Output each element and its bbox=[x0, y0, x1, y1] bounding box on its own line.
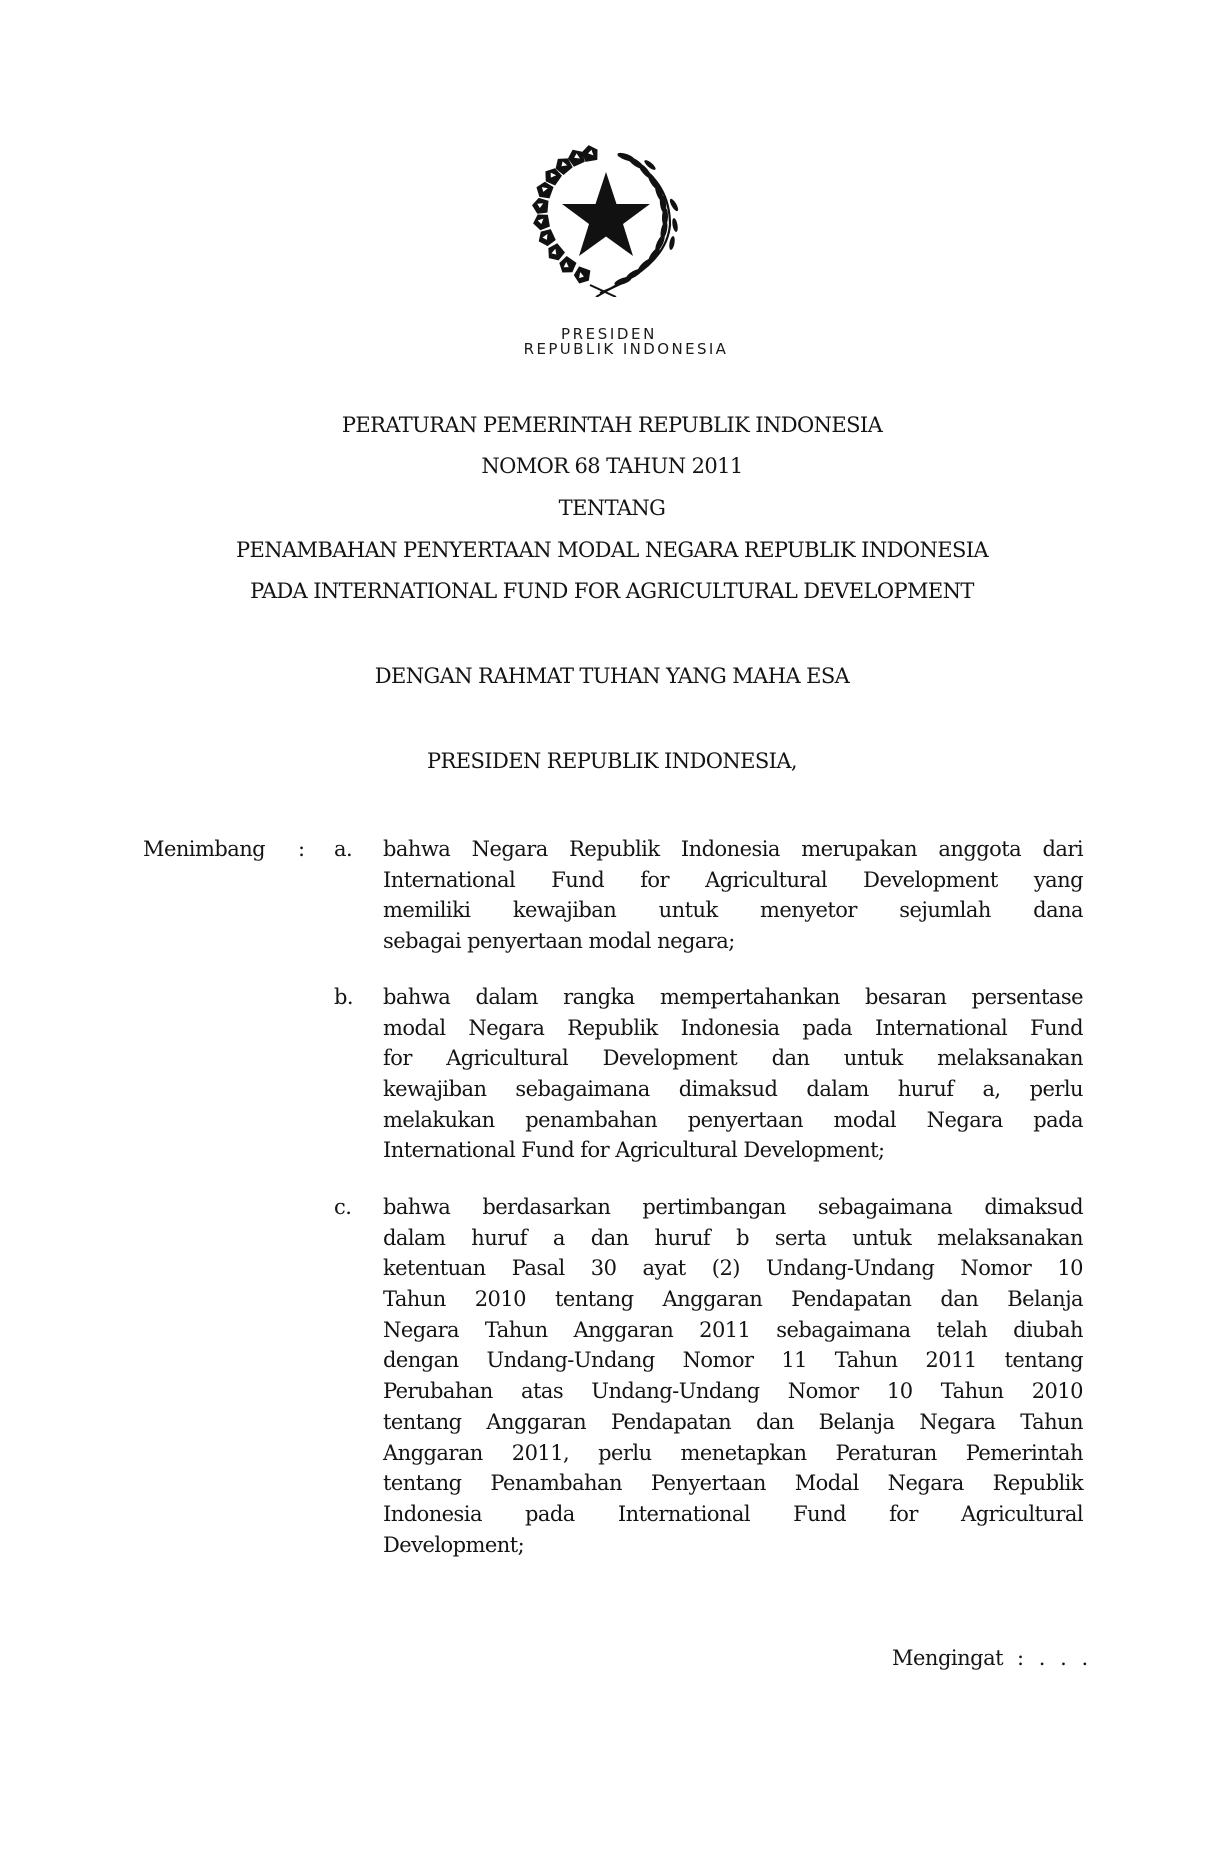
text-line: Development; bbox=[383, 1532, 525, 1557]
item-text bbox=[383, 982, 1083, 1166]
text-line: International Fund for Agricultural Development; bbox=[383, 1138, 885, 1163]
presidential-emblem-icon bbox=[530, 145, 682, 297]
text-line: Perubahan atas Undang-Undang Nomor 10 Tahun 2010 bbox=[383, 1379, 1083, 1404]
issuing-authority: PRESIDEN REPUBLIK INDONESIA, bbox=[427, 749, 797, 773]
text-line: dengan Undang-Undang Nomor 11 Tahun 2011 tentang bbox=[383, 1348, 1083, 1373]
regulation-subject-line-2: PADA INTERNATIONAL FUND FOR AGRICULTURAL DEVELOPMENT bbox=[250, 579, 974, 603]
star-icon bbox=[562, 172, 650, 256]
text-line: Tahun 2010 tentang Anggaran Pendapatan dan Belanja bbox=[383, 1287, 1083, 1312]
seal-caption-republic: REPUBLIK INDONESIA bbox=[523, 340, 729, 358]
considering-colon: : bbox=[298, 837, 305, 861]
text-line: International Fund for Agricultural Development yang bbox=[383, 867, 1083, 892]
continuation-marker bbox=[892, 1645, 1092, 1671]
text-line: kewajiban sebagaimana dimaksud dalam huruf a, perlu bbox=[383, 1077, 1083, 1102]
regulation-title: PERATURAN PEMERINTAH REPUBLIK INDONESIA bbox=[341, 413, 883, 437]
text-line: bahwa Negara Republik Indonesia merupakan anggota dari bbox=[383, 837, 1083, 861]
item-text bbox=[383, 834, 1083, 957]
text-line: bahwa dalam rangka mempertahankan besaran persentase bbox=[383, 985, 1083, 1009]
item-letter: b. bbox=[334, 985, 354, 1009]
regulation-number: NOMOR 68 TAHUN 2011 bbox=[481, 454, 743, 478]
text-line: tentang Anggaran Pendapatan dan Belanja Negara Tahun bbox=[383, 1409, 1083, 1434]
text-line: for Agricultural Development dan untuk melaksanakan bbox=[383, 1046, 1083, 1071]
regulation-about: TENTANG bbox=[558, 496, 666, 520]
text-line: Negara Tahun Anggaran 2011 sebagaimana telah diubah bbox=[383, 1317, 1083, 1342]
text-line: memiliki kewajiban untuk menyetor sejumlah dana bbox=[383, 898, 1083, 923]
considering-label: Menimbang bbox=[143, 837, 266, 861]
text-line: Indonesia pada International Fund for Agricultural bbox=[383, 1501, 1083, 1526]
regulation-subject-line-1: PENAMBAHAN PENYERTAAN MODAL NEGARA REPUBLIK INDONESIA bbox=[235, 538, 989, 562]
item-text bbox=[383, 1192, 1083, 1560]
seal-caption-president: PRESIDEN bbox=[561, 325, 657, 343]
item-letter: c. bbox=[334, 1195, 352, 1219]
text-line: tentang Penambahan Penyertaan Modal Negara Republik bbox=[383, 1471, 1083, 1496]
item-letter: a. bbox=[334, 837, 353, 861]
text-line: dalam huruf a dan huruf b serta untuk melaksanakan bbox=[383, 1225, 1083, 1250]
invocation: DENGAN RAHMAT TUHAN YANG MAHA ESA bbox=[374, 664, 850, 688]
continuation-label: Mengingat bbox=[892, 1646, 1004, 1670]
text-line: Anggaran 2011, perlu menetapkan Peraturan Pemerintah bbox=[383, 1440, 1083, 1465]
text-line: ketentuan Pasal 30 ayat (2) Undang-Undang Nomor 10 bbox=[383, 1256, 1083, 1281]
text-line: bahwa berdasarkan pertimbangan sebagaimana dimaksud bbox=[383, 1195, 1083, 1219]
text-line: melakukan penambahan penyertaan modal Negara pada bbox=[383, 1107, 1083, 1132]
text-line: modal Negara Republik Indonesia pada International Fund bbox=[383, 1015, 1083, 1040]
continuation-ellipsis: : . . . bbox=[1017, 1646, 1093, 1670]
text-line: sebagai penyertaan modal negara; bbox=[383, 929, 735, 954]
